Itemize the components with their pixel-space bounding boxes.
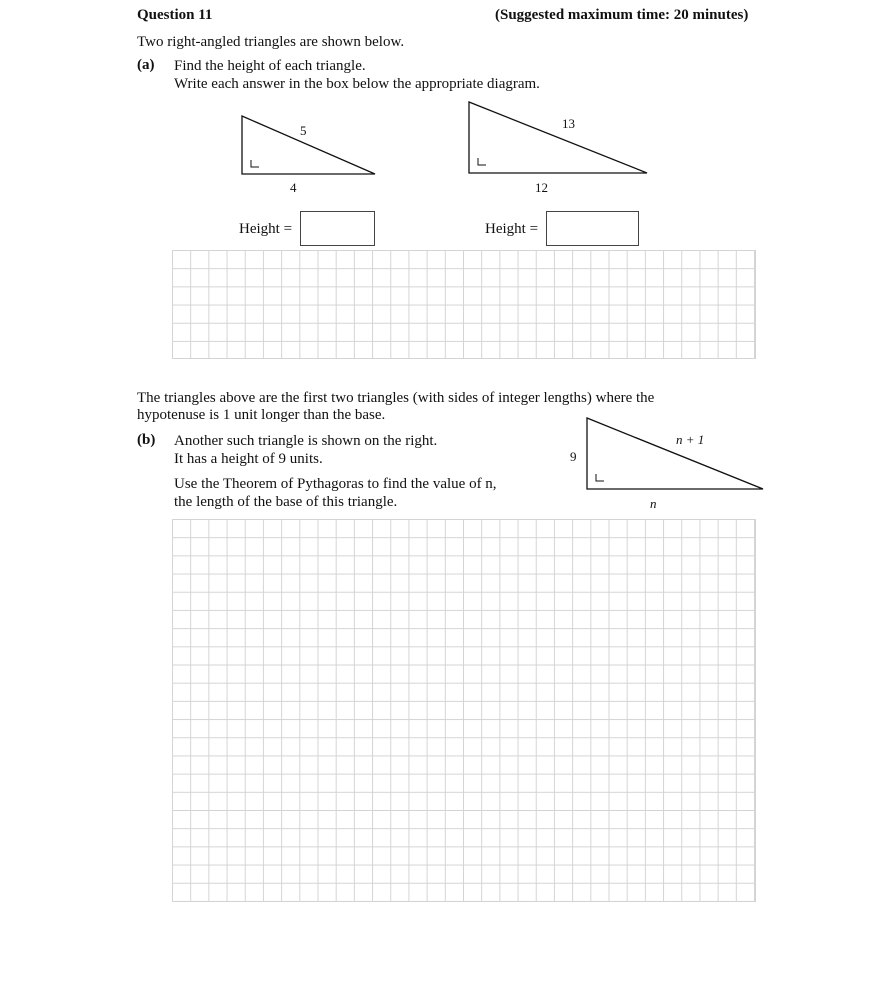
part-b-text-4: the length of the base of this triangle.	[174, 494, 398, 510]
part-a-instruction-2: Write each answer in the box below the appropriate diagram.	[174, 76, 540, 92]
triangle-3-base-label: n	[650, 496, 657, 511]
triangle-2-base-label: 12	[535, 180, 548, 195]
part-b-text-3: Use the Theorem of Pythagoras to find the value of n,	[174, 476, 497, 492]
working-grid-part-a[interactable]	[172, 250, 756, 359]
triangle-1-hypotenuse-label: 5	[300, 123, 307, 138]
triangle-3-outline	[587, 418, 763, 489]
context-text-2: hypotenuse is 1 unit longer than the base.	[137, 407, 386, 423]
context-text-1: The triangles above are the first two triangles (with sides of integer lengths) where the	[137, 390, 655, 406]
triangle-3-height-label: 9	[570, 449, 577, 464]
right-angle-marker-1	[251, 160, 259, 167]
height-label-1: Height =	[239, 221, 293, 237]
part-b-label: (b)	[137, 432, 156, 448]
part-a-label: (a)	[137, 57, 155, 73]
part-b-text-2: It has a height of 9 units.	[174, 451, 323, 467]
height-answer-box-2[interactable]	[546, 211, 639, 246]
height-answer-box-1[interactable]	[300, 211, 375, 246]
part-a-instruction-1: Find the height of each triangle.	[174, 58, 366, 74]
right-angle-marker-2	[478, 158, 486, 165]
triangle-1-base-label: 4	[290, 180, 297, 195]
question-number: Question 11	[137, 7, 213, 23]
triangle-2-hypotenuse-label: 13	[562, 116, 575, 131]
working-grid-part-b[interactable]	[172, 519, 756, 902]
triangle-3-hypotenuse-label: n + 1	[676, 432, 705, 447]
intro-text: Two right-angled triangles are shown below.	[137, 34, 405, 50]
height-label-2: Height =	[485, 221, 539, 237]
part-b-text-1: Another such triangle is shown on the right.	[174, 433, 438, 449]
triangle-2-outline	[469, 102, 647, 173]
triangle-1-outline	[242, 116, 375, 174]
suggested-time: (Suggested maximum time: 20 minutes)	[495, 7, 749, 23]
right-angle-marker-3	[596, 474, 604, 481]
